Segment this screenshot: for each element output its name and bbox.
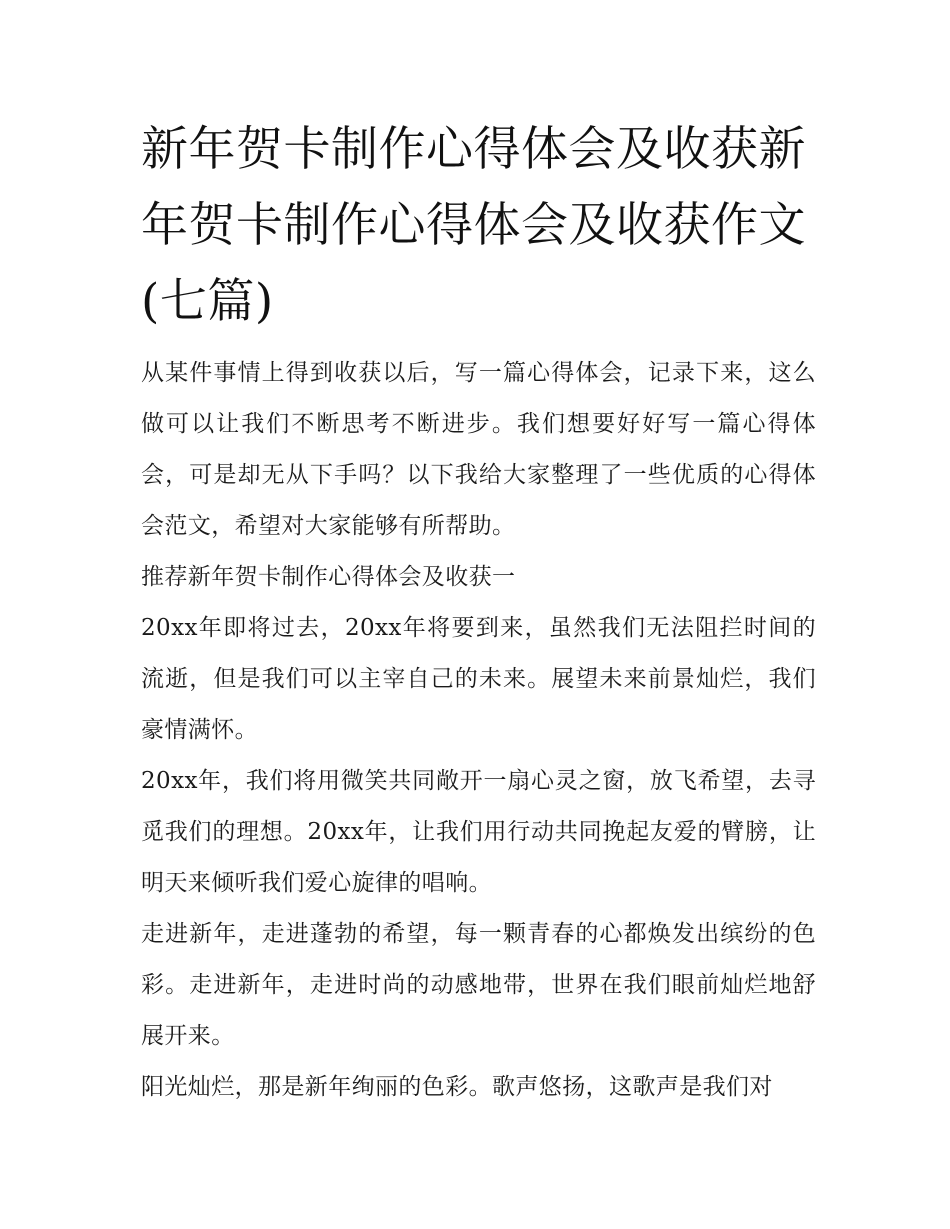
body-paragraph: 20xx年，我们将用微笑共同敞开一扇心灵之窗，放飞希望，去寻觅我们的理想。20xx年，让我们用行动共同挽起友爱的臂膀，让明天来倾听我们爱心旋律的唱响。 bbox=[141, 768, 816, 896]
body-paragraph: 20xx年即将过去，20xx年将要到来，虽然我们无法阻拦时间的流逝，但是我们可以主宰自己的未来。展望未来前景灿烂，我们豪情满怀。 bbox=[141, 615, 816, 743]
document-page bbox=[141, 112, 816, 1113]
document-title: 新年贺卡制作心得体会及收获新年贺卡制作心得体会及收获作文(七篇) bbox=[141, 122, 806, 329]
body-paragraph: 走进新年，走进蓬勃的希望，每一颗青春的心都焕发出缤纷的色彩。走进新年，走进时尚的动感地带，世界在我们眼前灿烂地舒展开来。 bbox=[141, 921, 816, 1049]
document-body bbox=[141, 348, 816, 1113]
body-paragraph: 阳光灿烂，那是新年绚丽的色彩。歌声悠扬，这歌声是我们对 bbox=[141, 1074, 773, 1100]
intro-paragraph: 从某件事情上得到收获以后，写一篇心得体会，记录下来，这么做可以让我们不断思考不断进步。我们想要好好写一篇心得体会，可是却无从下手吗？以下我给大家整理了一些优质的心得体会范文，希望对大家能够有所帮助。 bbox=[141, 360, 816, 539]
section-heading: 推荐新年贺卡制作心得体会及收获一 bbox=[141, 564, 516, 590]
